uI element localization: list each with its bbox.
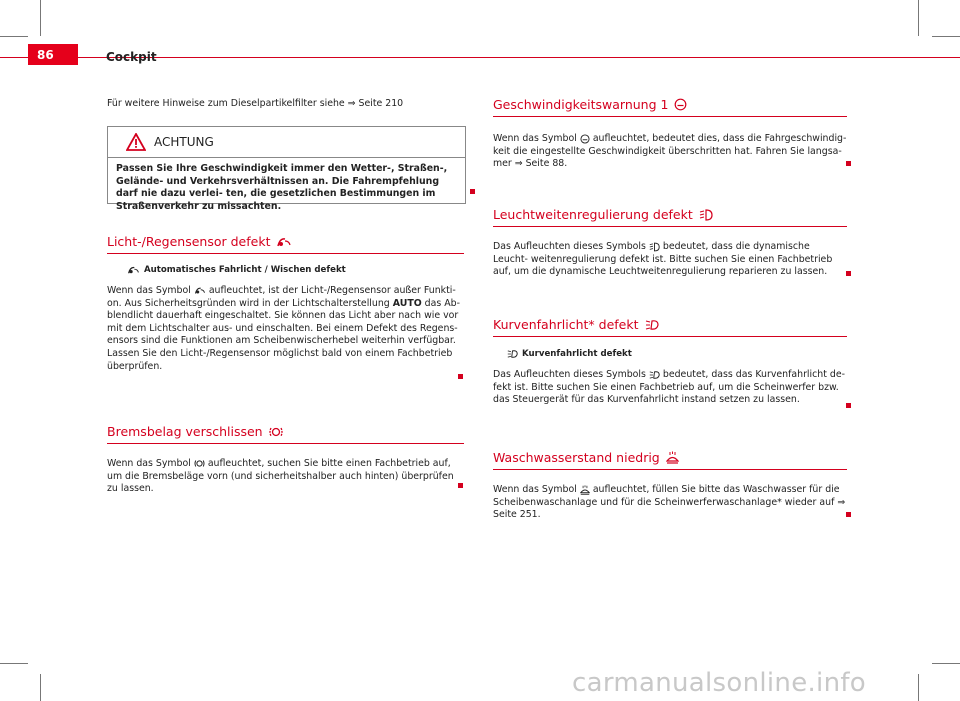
crop-mark [932,663,960,664]
section-title: Cockpit [106,50,157,64]
speedometer-icon [674,98,687,111]
licht-subheading [127,265,464,275]
crop-mark [932,36,960,37]
speed-heading [493,97,847,117]
washer-fluid-icon [580,485,590,495]
brake-pad-icon [269,426,283,438]
auto-label: AUTO [392,297,422,309]
speed-text-1: Wenn das Symbol [493,133,577,144]
warning-header [108,127,465,158]
wasch-text-2: aufleuchtet, füllen Sie bitte das Waschwasser für die Scheibenwaschanlage und für die Scheinwerferwaschanlage* wieder auf ⇒ Seite 251. [493,484,846,521]
curve-light-icon [507,349,518,359]
brems-paragraph [107,458,464,496]
licht-text-3: das Ab- blendlicht dauerhaft eingeschaltet. Sie können das Licht aber nach wie vor mit dem Lichtschalter aus- und einschalten. Bei einem Defekt des Regens- ensors sind die Funktionen am Scheibenwischerhebel weiterhin verfügbar. Lassen Sie den Licht-/Regensensor möglichst bald von einem Fachbetrieb überprüfen. [107,297,460,372]
speedometer-icon [580,134,590,144]
warning-title: ACHTUNG [154,135,214,149]
washer-fluid-icon [666,451,679,464]
crop-mark [40,0,41,36]
kurve-text-1: Das Aufleuchten dieses Symbols [493,369,646,380]
speed-paragraph [493,133,847,171]
section-end-marker [846,161,851,166]
brems-section [107,424,464,496]
rain-sensor-icon [194,286,206,295]
intro-text: Für weitere Hinweise zum Dieselpartikelfilter siehe ⇒ Seite 210 [107,98,404,109]
wasch-heading [493,450,847,470]
crop-mark [918,0,919,36]
lwr-text-1: Das Aufleuchten dieses Symbols [493,241,646,252]
licht-paragraph [107,285,464,373]
section-end-marker [846,403,851,408]
brems-text-1: Wenn das Symbol [107,458,191,469]
crop-mark [0,36,28,37]
warning-box [107,126,466,212]
wasch-paragraph [493,484,847,522]
kurve-subheading [507,349,847,359]
warning-triangle-icon [126,133,146,151]
watermark: carmanualsonline.info [572,668,867,698]
headlight-range-icon [649,242,660,252]
wasch-heading-text: Waschwasserstand niedrig [493,450,660,465]
kurve-heading-text: Kurvenfahrlicht* defekt [493,317,639,332]
brake-pad-icon [194,459,205,468]
rain-sensor-icon [276,236,292,248]
lwr-paragraph [493,241,847,279]
crop-mark [40,674,41,701]
kurve-paragraph [493,369,847,407]
brems-heading-text: Bremsbelag verschlissen [107,424,263,439]
section-end-marker [470,189,475,194]
wasch-text-1: Wenn das Symbol [493,484,577,495]
licht-text-2: aufleuchtet, ist der Licht-/Regensensor außer Funkti- on. Aus Sicherheitsgründen wird in der Lichtschalterstellung [107,285,456,309]
wasch-section [493,450,847,522]
brems-heading [107,424,464,444]
licht-heading [107,234,464,254]
section-end-marker [458,483,463,488]
rain-sensor-icon [127,265,140,275]
section-end-marker [458,374,463,379]
crop-mark [918,674,919,701]
licht-heading-text: Licht-/Regensensor defekt [107,234,271,249]
lwr-heading-text: Leuchtweitenregulierung defekt [493,207,693,222]
warning-text: Passen Sie Ihre Geschwindigkeit immer den Wetter-, Straßen-, Gelände- und Verkehrsverhältnissen an. Die Fahrempfehlung darf nie dazu verlei- ten, die gesetzlichen Bestimmungen im Straßenverkehr zu missachten. [116,163,448,212]
licht-text-1: Wenn das Symbol [107,285,191,296]
speed-section [493,97,847,171]
curve-light-icon [649,370,660,380]
speed-text-2: aufleuchtet, bedeutet dies, dass die Fahrgeschwindig- keit die eingestellte Geschwindigkeit überschritten hat. Fahren Sie langsa- mer ⇒ Seite 88. [493,133,847,170]
page-number: 86 [28,44,78,65]
section-end-marker [846,512,851,517]
kurve-section [493,317,847,407]
kurve-subheading-text: Kurvenfahrlicht defekt [522,349,632,359]
headlight-range-icon [699,209,713,221]
lwr-heading [493,207,847,227]
kurve-text-2: bedeutet, dass das Kurvenfahrlicht de- fekt ist. Bitte suchen Sie einen Fachbetrieb auf, um die Scheinwerfer bzw. das Steuergerät für das Kurvenfahrlicht instand setzen zu lassen. [493,369,845,406]
licht-section [107,234,464,373]
curve-light-icon [645,319,659,331]
lwr-section [493,207,847,279]
lwr-text-2: bedeutet, dass die dynamische Leucht- weitenregulierung defekt ist. Bitte suchen Sie einen Fachbetrieb auf, um die dynamische Leuchtweitenregulierung reparieren zu lassen. [493,241,833,278]
kurve-heading [493,317,847,337]
section-end-marker [846,271,851,276]
brems-text-2: aufleuchtet, suchen Sie bitte einen Fachbetrieb auf, um die Bremsbeläge vorn (und sicherheitshalber auch hinten) überprüfen zu lassen. [107,458,454,495]
speed-heading-text: Geschwindigkeitswarnung 1 [493,97,669,112]
licht-subheading-text: Automatisches Fahrlicht / Wischen defekt [144,265,346,275]
crop-mark [0,663,28,664]
